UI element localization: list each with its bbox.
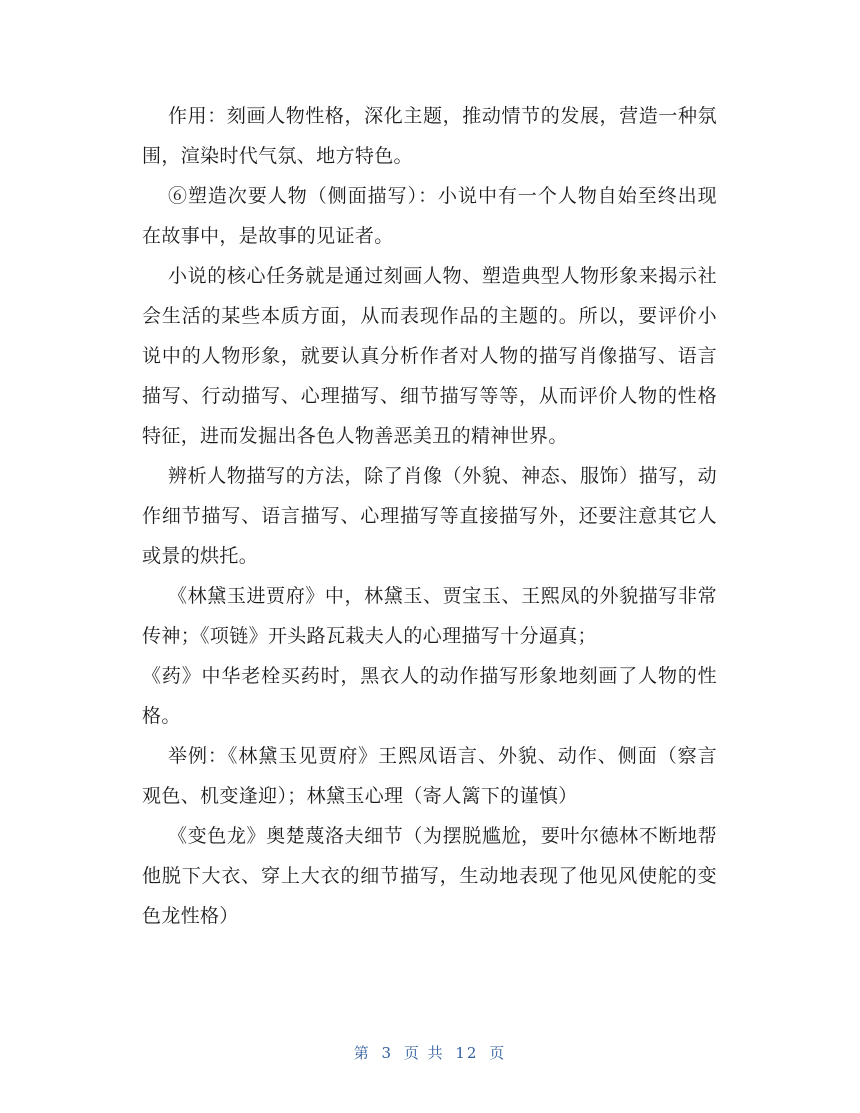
page-number-middle: 页 共 bbox=[403, 1044, 445, 1062]
paragraph: 作用：刻画人物性格，深化主题，推动情节的发展，营造一种氛围，渲染时代气氛、地方特色。 bbox=[142, 105, 717, 167]
page-number-prefix: 第 bbox=[353, 1044, 371, 1062]
paragraph: 《药》中华老栓买药时，黑衣人的动作描写形象地刻画了人物的性格。 bbox=[142, 665, 717, 727]
document-body bbox=[142, 96, 717, 936]
page-number-current: 3 bbox=[381, 1044, 394, 1062]
page-footer bbox=[0, 1042, 860, 1063]
paragraph: ⑥塑造次要人物（侧面描写）：小说中有一个人物自始至终出现在故事中，是故事的见证者。 bbox=[142, 185, 717, 247]
paragraph: 《林黛玉进贾府》中，林黛玉、贾宝玉、王熙凤的外貌描写非常传神；《项链》开头路瓦栽夫人的心理描写十分逼真； bbox=[142, 585, 717, 647]
paragraph: 小说的核心任务就是通过刻画人物、塑造典型人物形象来揭示社会生活的某些本质方面，从而表现作品的主题的。所以，要评价小说中的人物形象，就要认真分析作者对人物的描写肖像描写、语言描写、行动描写、心理描写、细节描写等等，从而评价人物的性格特征，进而发掘出各色人物善恶美丑的精神世界。 bbox=[142, 265, 717, 447]
page-number-total: 12 bbox=[455, 1044, 479, 1062]
paragraph: 辨析人物描写的方法，除了肖像（外貌、神态、服饰）描写，动作细节描写、语言描写、心理描写等直接描写外，还要注意其它人或景的烘托。 bbox=[142, 465, 717, 567]
page-number-suffix: 页 bbox=[489, 1044, 507, 1062]
paragraph: 《变色龙》奥楚蔑洛夫细节（为摆脱尴尬，要叶尔德林不断地帮他脱下大衣、穿上大衣的细节描写，生动地表现了他见风使舵的变色龙性格） bbox=[142, 825, 717, 927]
paragraph: 举例：《林黛玉见贾府》王熙凤语言、外貌、动作、侧面（察言观色、机变逢迎）；林黛玉心理（寄人篱下的谨慎） bbox=[142, 745, 717, 807]
